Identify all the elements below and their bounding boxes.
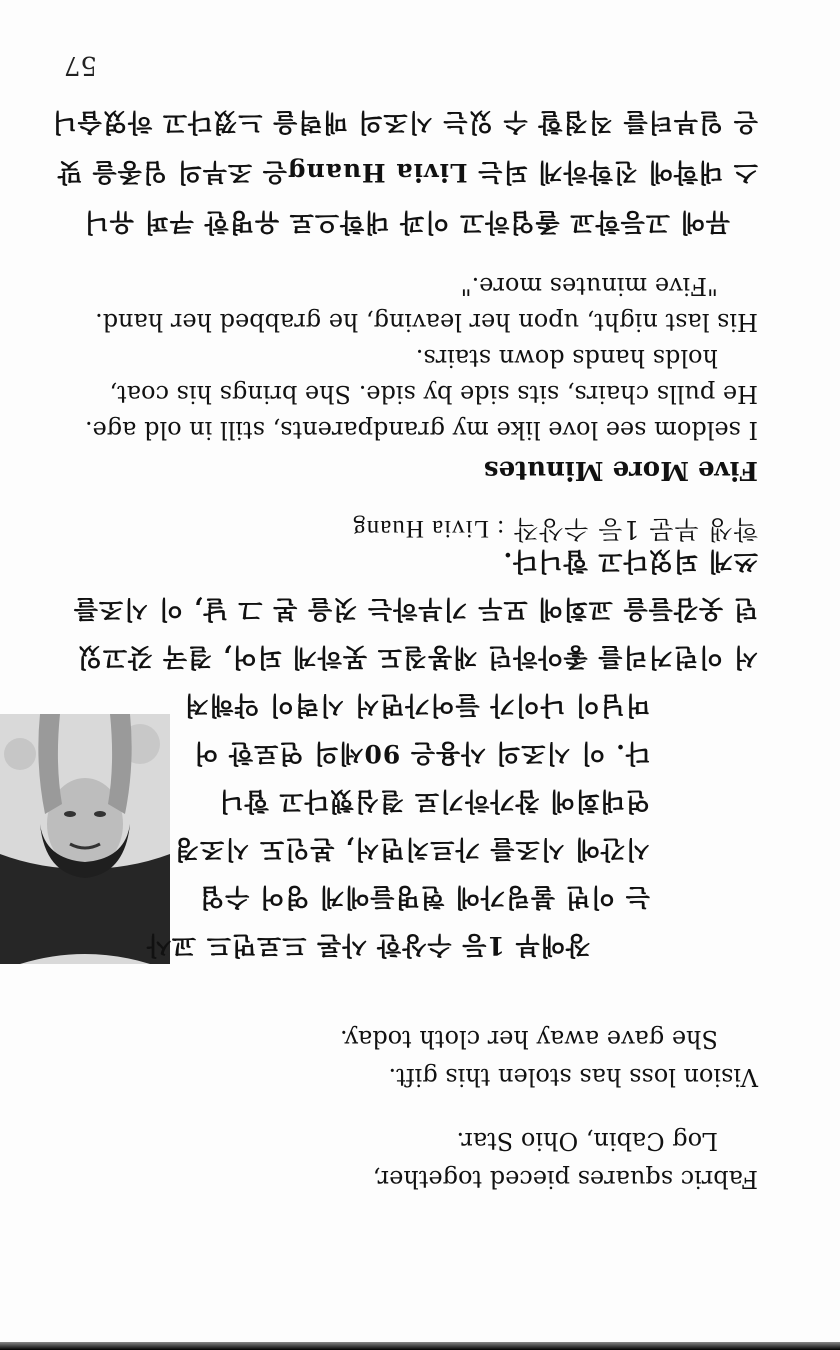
- page-bottom-edge-rule: [0, 1342, 840, 1350]
- bio-line: 머님이 나이가 들어가면서 시력이 약해져: [183, 691, 650, 720]
- bio-line: 시간에 시조를 가르치면서, 본인도 시조경: [173, 835, 650, 864]
- bio-line: 은 일부터를 직접할 수 있는 시조의 매력을 느꼈다고 하였습니: [51, 108, 758, 137]
- poem-line: holds hands down stairs.: [415, 344, 718, 372]
- bio-line: 스 대학에 진학하게 되는 Livia Huang은 조부의 임종을 맞: [56, 158, 758, 187]
- bio-line: 는 이번 불링가에 현명들에게 영어 수업: [199, 883, 650, 912]
- bio-line: 서 이런거리를 좋아하던 재봉질도 못하게 되어, 결국 갖고있: [76, 643, 758, 672]
- poem-line: I seldom see love like my grandparents, still in old age.: [84, 416, 758, 444]
- page-number: 57: [63, 50, 97, 80]
- poem-title: Five More Minutes: [483, 455, 758, 485]
- bio-line: 뮤에 고등학교 졸업하고 이과 대학으로 유명한 쿠퍼 유니: [83, 208, 730, 237]
- bio-line: 던 옷감들을 교회에 모두 기부하는 것을 본 그 날, 이 시조를: [72, 595, 758, 624]
- poem-line: Fabric squares pieced together,: [372, 1165, 758, 1193]
- award-author: : Livia Huang: [352, 515, 505, 542]
- poem-line: "Five minutes more.": [460, 272, 718, 300]
- author-photo: [0, 714, 170, 964]
- bio-line: 쓰게 되었다고 합니다.: [502, 547, 758, 576]
- bio-line: 다. 이 시조의 사용은 90세의 연로한 어: [193, 739, 650, 768]
- bio-line: 연대회에 참가하기로 결심했다고 합니: [218, 787, 650, 816]
- poem-line: Log Cabin, Ohio Star.: [456, 1127, 718, 1155]
- poem-line: He pulls chairs, sits side by side. She brings his coat,: [109, 380, 758, 408]
- award-category: 학생 부문 1등 수상작: [513, 515, 758, 544]
- poem-line: His last night, upon her leaving, he grabbed her hand.: [95, 308, 758, 336]
- author-photo-graphic: [0, 714, 170, 964]
- bio-line: 장애부 1등 수상한 사론 드로먼드 교사: [145, 931, 590, 960]
- poem-line: She gave away her cloth today.: [340, 1025, 718, 1053]
- poem-line: Vision loss has stolen this gift.: [388, 1063, 758, 1091]
